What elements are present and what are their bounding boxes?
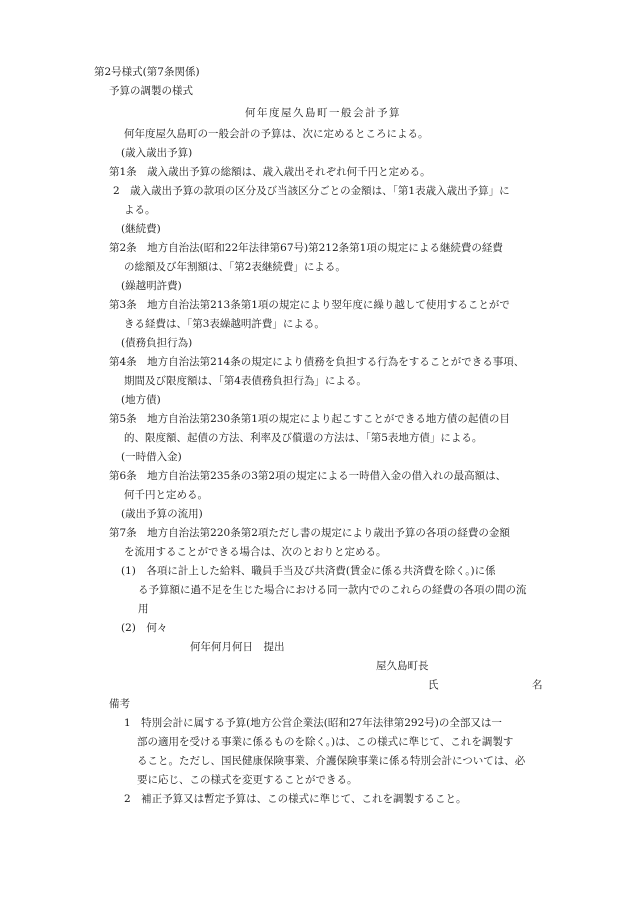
remark-line: 1 特別会計に属する予算(地方公営企業法(昭和27年法律第292号)の全部又は一: [124, 717, 502, 729]
article-line: 的、限度額、起債の方法、利率及び償還の方法は、「第5表地方債」による。: [124, 432, 483, 444]
article-line: 第1条 歳入歳出予算の総額は、歳入歳出それぞれ何千円と定める。: [109, 166, 431, 178]
article-line: 第4条 地方自治法第214条の規定により債務を負担する行為をすることができる事項、: [109, 356, 525, 368]
intro-text: 何年度屋久島町の一般会計の予算は、次に定めるところによる。: [124, 128, 429, 140]
list-item: (2) 何々: [121, 622, 168, 634]
section-heading: (繰越明許費): [121, 280, 182, 292]
remark-line: 要に応じ、この様式を変更することができる。: [137, 774, 358, 786]
section-heading: (一時借入金): [121, 451, 182, 463]
remark-line: 2 補正予算又は暫定予算は、この様式に準じて、これを調製すること。: [124, 793, 467, 805]
name-label-second: 名: [532, 679, 543, 691]
article-line: 第3条 地方自治法第213条第1項の規定により翌年度に繰り越して使用することがで: [109, 299, 510, 311]
section-heading: (歳出予算の流用): [121, 508, 203, 520]
form-subtitle: 予算の調製の様式: [109, 85, 193, 97]
list-item: (1) 各項に計上した給料、職員手当及び共済費(賃金に係る共済費を除く。)に係: [121, 565, 496, 577]
article-line: 第5条 地方自治法第230条第1項の規定により起こすことができる地方債の起債の目: [109, 413, 510, 425]
remarks-heading: 備考: [109, 698, 130, 710]
list-item: 用: [138, 603, 149, 615]
article-line: を流用することができる場合は、次のとおりと定める。: [124, 546, 387, 558]
section-heading: (地方債): [121, 394, 161, 406]
article-line: 期間及び限度額は、「第4表債務負担行為」による。: [124, 375, 367, 387]
remark-line: 部の適用を受ける事業に係るものを除く。)は、この様式に準じて、これを調製す: [137, 736, 514, 748]
list-item: る予算額に過不足を生じた場合における同一款内でのこれらの経費の各項の間の流: [138, 584, 527, 596]
article-line: よる。: [124, 204, 156, 216]
section-heading: (歳入歳出予算): [121, 147, 193, 159]
section-heading: (債務負担行為): [121, 337, 193, 349]
article-line: 第6条 地方自治法第235条の3第2項の規定による一時借入金の借入れの最高額は、: [109, 470, 507, 482]
section-heading: (継続費): [121, 223, 161, 235]
remark-line: ること。ただし、国民健康保険事業、介護保険事業に係る特別会計については、必: [137, 755, 526, 767]
article-line: の総額及び年割額は、「第2表継続費」による。: [124, 261, 346, 273]
name-label-first: 氏: [428, 679, 439, 691]
form-label: 第2号様式(第7条関係): [94, 66, 200, 78]
article-line: 第7条 地方自治法第220条第2項ただし書の規定により歳出予算の各項の経費の金額: [109, 527, 510, 539]
submission-date: 何年何月何日 提出: [190, 641, 285, 653]
article-line: 2 歳入歳出予算の款項の区分及び当該区分ごとの金額は、「第1表歳入歳出予算」に: [113, 185, 510, 197]
document-title: 何年度屋久島町一般会計予算: [245, 107, 401, 119]
article-line: きる経費は、「第3表繰越明許費」による。: [124, 318, 325, 330]
mayor-title: 屋久島町長: [376, 660, 429, 672]
article-line: 何千円と定める。: [124, 489, 208, 501]
article-line: 第2条 地方自治法(昭和22年法律第67号)第212条第1項の規定による継続費の経費: [109, 242, 503, 254]
